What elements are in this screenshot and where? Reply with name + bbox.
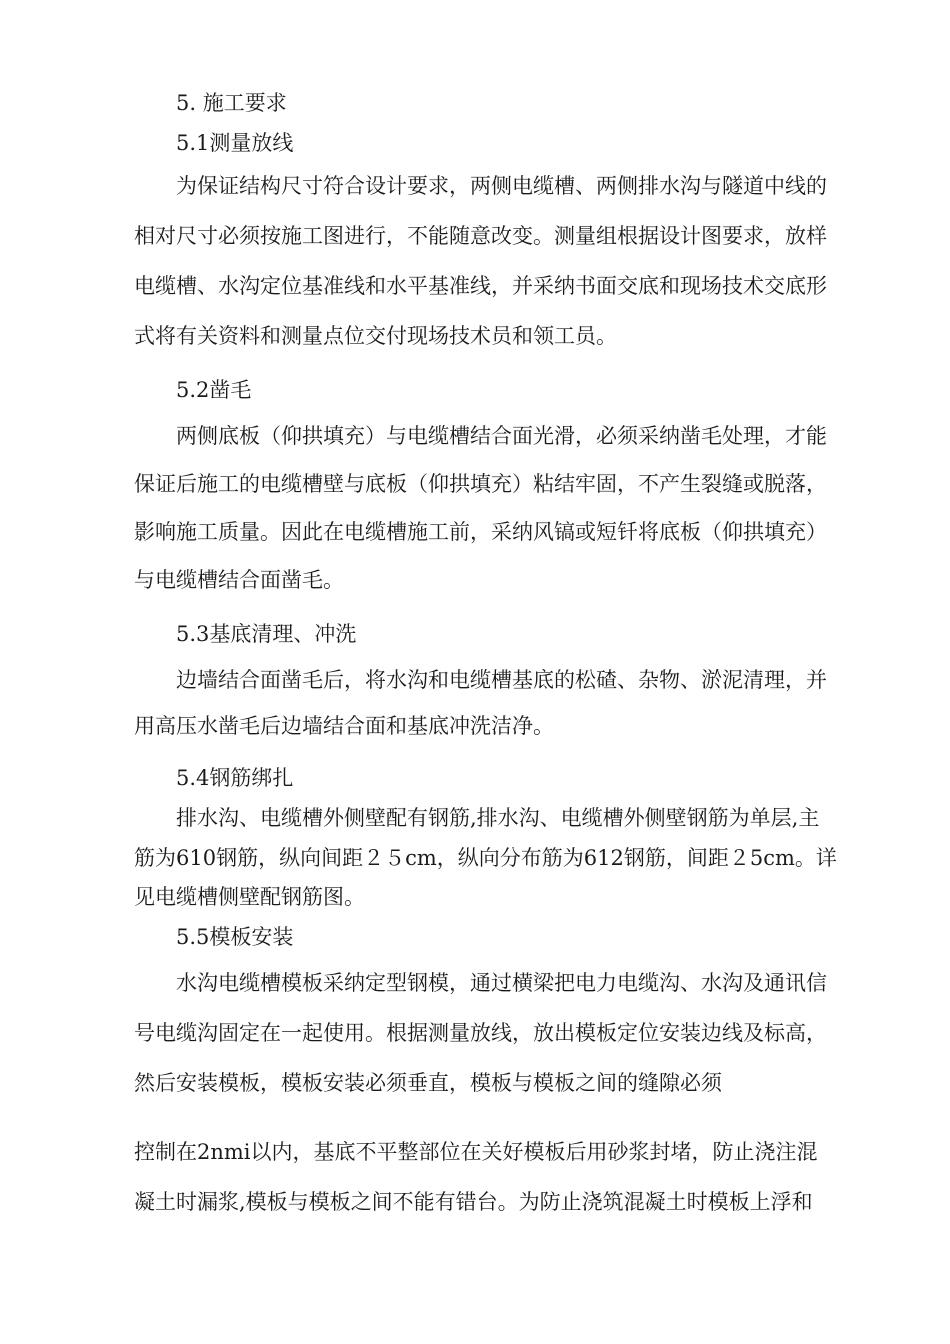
- paragraph-line: 控制在2nmi以内，基底不平整部位在关好模板后用砂浆封堵，防止浇注混: [134, 1140, 818, 1164]
- paragraph-line: 两侧底板（仰拱填充）与电缆槽结合面光滑，必须采纳凿毛处理，才能: [176, 424, 827, 448]
- subsection-title: 5.5模板安装: [176, 925, 294, 949]
- paragraph-line: 相对尺寸必须按施工图进行，不能随意改变。测量组根据设计图要求，放样: [134, 224, 827, 248]
- paragraph-line: 电缆槽、水沟定位基准线和水平基准线，并采纳书面交底和现场技术交底形: [134, 274, 827, 298]
- subsection-title: 5.2凿毛: [176, 378, 252, 402]
- paragraph-line: 用高压水凿毛后边墙结合面和基底冲洗洁净。: [134, 714, 554, 738]
- subsection-title: 5.1测量放线: [176, 131, 294, 155]
- section-heading: 5. 施工要求: [176, 91, 287, 115]
- paragraph-line: 凝土时漏浆,模板与模板之间不能有错台。为防止浇筑混凝土时模板上浮和: [134, 1190, 813, 1214]
- paragraph-line: 为保证结构尺寸符合设计要求，两侧电缆槽、两侧排水沟与隧道中线的: [176, 174, 827, 198]
- paragraph-line: 然后安装模板，模板安装必须垂直，模板与模板之间的缝隙必须: [134, 1071, 722, 1095]
- paragraph-line: 排水沟、电缆槽外侧壁配有钢筋,排水沟、电缆槽外侧壁钢筋为单层,主: [176, 806, 820, 830]
- paragraph-line: 水沟电缆槽模板采纳定型钢模，通过横梁把电力电缆沟、水沟及通讯信: [176, 971, 827, 995]
- subsection-title: 5.4钢筋绑扎: [176, 766, 294, 790]
- paragraph-line: 式将有关资料和测量点位交付现场技术员和领工员。: [134, 324, 617, 348]
- paragraph-line: 保证后施工的电缆槽壁与底板（仰拱填充）粘结牢固，不产生裂缝或脱落，: [134, 472, 827, 496]
- paragraph-line: 筋为610钢筋，纵向间距２５cm，纵向分布筋为612钢筋，间距２5cm。详: [134, 846, 837, 870]
- paragraph-line: 与电缆槽结合面凿毛。: [134, 568, 344, 592]
- paragraph-line: 号电缆沟固定在一起使用。根据测量放线，放出模板定位安装边线及标高，: [134, 1021, 827, 1045]
- subsection-title: 5.3基底清理、冲洗: [176, 622, 357, 646]
- paragraph-line: 见电缆槽侧壁配钢筋图。: [134, 885, 365, 909]
- paragraph-line: 影响施工质量。因此在电缆槽施工前，采纳风镐或短钎将底板（仰拱填充）: [134, 520, 827, 544]
- paragraph-line: 边墙结合面凿毛后，将水沟和电缆槽基底的松碴、杂物、淤泥清理，并: [176, 668, 827, 692]
